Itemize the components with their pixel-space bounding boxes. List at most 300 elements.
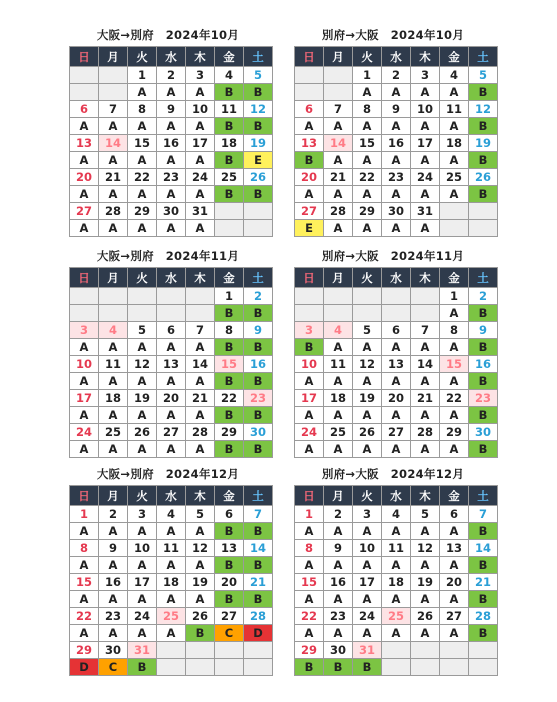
date-row xyxy=(70,356,273,373)
rank-cell: A xyxy=(295,186,324,203)
rank-cell: A xyxy=(186,220,215,237)
empty-cell xyxy=(244,659,273,676)
rank-cell: A xyxy=(99,373,128,390)
date-cell: 21 xyxy=(186,390,215,407)
rank-cell: B xyxy=(244,407,273,424)
rank-cell: A xyxy=(411,625,440,642)
rank-cell: A xyxy=(382,220,411,237)
rank-cell: B xyxy=(186,625,215,642)
empty-cell xyxy=(440,220,469,237)
rank-cell: A xyxy=(157,186,186,203)
rank-cell: B xyxy=(244,591,273,608)
rank-row xyxy=(295,118,498,135)
date-cell: 18 xyxy=(440,135,469,152)
rank-cell: D xyxy=(70,659,99,676)
date-cell: 27 xyxy=(440,608,469,625)
weekday-header: 金 xyxy=(440,47,469,67)
weekday-header: 月 xyxy=(99,268,128,288)
date-cell: 5 xyxy=(353,322,382,339)
rank-cell: B xyxy=(469,407,498,424)
date-cell: 17 xyxy=(353,574,382,591)
date-cell: 18 xyxy=(157,574,186,591)
calendar-title: 別府→大阪 2024年10月 xyxy=(321,28,465,42)
date-cell: 14 xyxy=(99,135,128,152)
rank-cell: A xyxy=(99,591,128,608)
date-cell: 11 xyxy=(215,101,244,118)
empty-cell xyxy=(295,305,324,322)
rank-cell: A xyxy=(99,220,128,237)
rank-row xyxy=(70,373,273,390)
date-cell: 25 xyxy=(440,169,469,186)
date-row xyxy=(295,67,498,84)
empty-cell xyxy=(440,659,469,676)
date-cell: 16 xyxy=(382,135,411,152)
empty-cell xyxy=(353,288,382,305)
date-cell: 18 xyxy=(324,390,353,407)
rank-cell: A xyxy=(382,339,411,356)
calendar-4 xyxy=(294,248,492,458)
rank-cell: A xyxy=(324,407,353,424)
date-cell: 31 xyxy=(186,203,215,220)
date-cell: 28 xyxy=(469,608,498,625)
date-cell: 12 xyxy=(128,356,157,373)
date-cell: 21 xyxy=(469,574,498,591)
rank-cell: A xyxy=(324,441,353,458)
date-cell: 12 xyxy=(244,101,273,118)
date-row xyxy=(70,169,273,186)
date-cell: 14 xyxy=(244,540,273,557)
date-row xyxy=(70,288,273,305)
rank-cell: A xyxy=(128,186,157,203)
rank-row xyxy=(70,625,273,642)
rank-row xyxy=(70,557,273,574)
weekday-header: 日 xyxy=(295,486,324,506)
empty-cell xyxy=(128,305,157,322)
date-cell: 22 xyxy=(70,608,99,625)
date-cell: 13 xyxy=(382,356,411,373)
rank-cell: B xyxy=(244,84,273,101)
rank-cell: A xyxy=(324,152,353,169)
empty-cell xyxy=(353,305,382,322)
empty-cell xyxy=(215,659,244,676)
rank-cell: A xyxy=(324,373,353,390)
rank-row xyxy=(295,523,498,540)
date-cell: 13 xyxy=(440,540,469,557)
date-cell: 3 xyxy=(186,67,215,84)
date-cell: 9 xyxy=(244,322,273,339)
rank-cell: A xyxy=(440,625,469,642)
date-cell: 28 xyxy=(411,424,440,441)
rank-cell: A xyxy=(295,625,324,642)
date-row xyxy=(295,608,498,625)
rank-cell: A xyxy=(440,118,469,135)
date-cell: 14 xyxy=(324,135,353,152)
weekday-header: 日 xyxy=(70,47,99,67)
date-cell: 15 xyxy=(295,574,324,591)
empty-cell xyxy=(295,288,324,305)
date-cell: 9 xyxy=(99,540,128,557)
rank-cell: A xyxy=(382,373,411,390)
rank-cell: A xyxy=(186,118,215,135)
date-cell: 1 xyxy=(295,506,324,523)
date-cell: 10 xyxy=(70,356,99,373)
date-cell: 17 xyxy=(70,390,99,407)
date-row xyxy=(70,322,273,339)
rank-cell: A xyxy=(411,339,440,356)
empty-cell xyxy=(382,288,411,305)
date-row xyxy=(295,506,498,523)
date-cell: 9 xyxy=(469,322,498,339)
date-row xyxy=(295,203,498,220)
date-row xyxy=(70,574,273,591)
date-cell: 8 xyxy=(215,322,244,339)
date-cell: 8 xyxy=(70,540,99,557)
date-cell: 10 xyxy=(353,540,382,557)
date-cell: 20 xyxy=(382,390,411,407)
date-cell: 24 xyxy=(411,169,440,186)
rank-cell: B xyxy=(469,523,498,540)
rank-cell: A xyxy=(411,84,440,101)
rank-row xyxy=(70,591,273,608)
rank-cell: B xyxy=(469,625,498,642)
date-cell: 2 xyxy=(469,288,498,305)
rank-row xyxy=(295,339,498,356)
date-row xyxy=(70,67,273,84)
rank-cell: A xyxy=(440,305,469,322)
rank-cell: A xyxy=(382,441,411,458)
date-cell: 1 xyxy=(440,288,469,305)
weekday-header: 月 xyxy=(324,268,353,288)
date-cell: 16 xyxy=(244,356,273,373)
date-row xyxy=(70,608,273,625)
date-cell: 27 xyxy=(157,424,186,441)
date-cell: 31 xyxy=(128,642,157,659)
weekday-header: 日 xyxy=(295,47,324,67)
date-cell: 7 xyxy=(99,101,128,118)
date-row xyxy=(295,540,498,557)
empty-cell xyxy=(215,642,244,659)
weekday-header: 水 xyxy=(157,268,186,288)
empty-cell xyxy=(186,288,215,305)
rank-cell: A xyxy=(440,186,469,203)
rank-cell: B xyxy=(469,591,498,608)
rank-cell: A xyxy=(70,591,99,608)
date-cell: 2 xyxy=(324,506,353,523)
rank-cell: B xyxy=(215,152,244,169)
date-cell: 23 xyxy=(157,169,186,186)
date-cell: 16 xyxy=(157,135,186,152)
rank-cell: B xyxy=(244,373,273,390)
rank-cell: A xyxy=(411,373,440,390)
rank-cell: A xyxy=(411,441,440,458)
date-cell: 25 xyxy=(215,169,244,186)
calendar-grid xyxy=(69,267,273,458)
rank-cell: A xyxy=(295,118,324,135)
date-cell: 29 xyxy=(295,642,324,659)
date-cell: 29 xyxy=(440,424,469,441)
date-cell: 15 xyxy=(215,356,244,373)
rank-row xyxy=(295,220,498,237)
empty-cell xyxy=(157,305,186,322)
date-cell: 20 xyxy=(70,169,99,186)
rank-cell: B xyxy=(295,339,324,356)
rank-cell: A xyxy=(157,625,186,642)
rank-cell: A xyxy=(157,523,186,540)
date-row xyxy=(295,101,498,118)
rank-cell: A xyxy=(186,591,215,608)
date-cell: 1 xyxy=(70,506,99,523)
empty-cell xyxy=(469,220,498,237)
rank-row xyxy=(295,441,498,458)
date-cell: 2 xyxy=(382,67,411,84)
rank-row xyxy=(295,84,498,101)
date-cell: 12 xyxy=(353,356,382,373)
weekday-header-row xyxy=(295,268,498,288)
rank-cell: A xyxy=(70,625,99,642)
rank-cell: A xyxy=(324,523,353,540)
date-cell: 30 xyxy=(382,203,411,220)
rank-cell: A xyxy=(128,407,157,424)
date-cell: 27 xyxy=(382,424,411,441)
date-cell: 11 xyxy=(324,356,353,373)
rank-cell: A xyxy=(353,407,382,424)
date-cell: 26 xyxy=(128,424,157,441)
date-row xyxy=(70,540,273,557)
rank-cell: A xyxy=(99,407,128,424)
rank-cell: A xyxy=(157,118,186,135)
weekday-header-row xyxy=(70,486,273,506)
rank-cell: A xyxy=(128,84,157,101)
rank-cell: A xyxy=(186,84,215,101)
rank-cell: A xyxy=(411,591,440,608)
rank-cell: B xyxy=(469,84,498,101)
date-cell: 17 xyxy=(411,135,440,152)
rank-cell: A xyxy=(99,186,128,203)
date-cell: 26 xyxy=(353,424,382,441)
date-cell: 17 xyxy=(128,574,157,591)
date-cell: 14 xyxy=(186,356,215,373)
calendar-title: 大阪→別府 2024年12月 xyxy=(96,467,240,481)
date-cell: 20 xyxy=(215,574,244,591)
date-cell: 26 xyxy=(411,608,440,625)
empty-cell xyxy=(99,305,128,322)
date-cell: 26 xyxy=(244,169,273,186)
weekday-header: 木 xyxy=(411,47,440,67)
weekday-header: 火 xyxy=(353,268,382,288)
date-cell: 4 xyxy=(324,322,353,339)
date-cell: 10 xyxy=(411,101,440,118)
rank-cell: A xyxy=(440,557,469,574)
calendar-1 xyxy=(69,27,267,237)
rank-cell: A xyxy=(353,186,382,203)
calendar-grid xyxy=(69,46,273,237)
rank-cell: B xyxy=(244,339,273,356)
weekday-header: 木 xyxy=(186,47,215,67)
empty-cell xyxy=(70,67,99,84)
date-cell: 22 xyxy=(295,608,324,625)
date-row xyxy=(70,424,273,441)
date-cell: 22 xyxy=(353,169,382,186)
rank-cell: A xyxy=(70,557,99,574)
empty-cell xyxy=(186,642,215,659)
date-cell: 3 xyxy=(411,67,440,84)
rank-cell: A xyxy=(382,591,411,608)
rank-cell: A xyxy=(440,407,469,424)
date-cell: 2 xyxy=(244,288,273,305)
empty-cell xyxy=(99,67,128,84)
date-cell: 2 xyxy=(157,67,186,84)
rank-cell: A xyxy=(186,373,215,390)
date-cell: 15 xyxy=(353,135,382,152)
rank-cell: A xyxy=(353,557,382,574)
weekday-header: 火 xyxy=(128,47,157,67)
rank-cell: A xyxy=(353,339,382,356)
rank-cell: A xyxy=(186,152,215,169)
date-cell: 17 xyxy=(295,390,324,407)
date-cell: 28 xyxy=(186,424,215,441)
rank-cell: A xyxy=(128,152,157,169)
rank-cell: A xyxy=(70,152,99,169)
rank-cell: A xyxy=(157,407,186,424)
weekday-header: 金 xyxy=(215,47,244,67)
date-cell: 7 xyxy=(411,322,440,339)
date-cell: 6 xyxy=(382,322,411,339)
date-cell: 10 xyxy=(295,356,324,373)
date-row xyxy=(70,135,273,152)
date-cell: 25 xyxy=(382,608,411,625)
empty-cell xyxy=(244,220,273,237)
date-cell: 3 xyxy=(295,322,324,339)
date-cell: 22 xyxy=(215,390,244,407)
rank-cell: A xyxy=(411,407,440,424)
date-cell: 6 xyxy=(157,322,186,339)
empty-cell xyxy=(128,288,157,305)
date-cell: 31 xyxy=(411,203,440,220)
date-cell: 11 xyxy=(157,540,186,557)
weekday-header: 土 xyxy=(469,268,498,288)
rank-cell: B xyxy=(215,373,244,390)
date-cell: 8 xyxy=(295,540,324,557)
date-cell: 28 xyxy=(99,203,128,220)
rank-row xyxy=(295,373,498,390)
empty-cell xyxy=(382,659,411,676)
date-cell: 9 xyxy=(324,540,353,557)
date-cell: 2 xyxy=(99,506,128,523)
rank-cell: A xyxy=(353,591,382,608)
date-cell: 5 xyxy=(244,67,273,84)
date-row xyxy=(295,135,498,152)
date-cell: 28 xyxy=(324,203,353,220)
weekday-header: 水 xyxy=(157,47,186,67)
weekday-header: 金 xyxy=(440,268,469,288)
rank-cell: A xyxy=(324,118,353,135)
rank-cell: A xyxy=(411,118,440,135)
rank-cell: B xyxy=(353,659,382,676)
rank-cell: B xyxy=(469,557,498,574)
date-cell: 30 xyxy=(469,424,498,441)
empty-cell xyxy=(411,288,440,305)
date-cell: 23 xyxy=(469,390,498,407)
empty-cell xyxy=(295,84,324,101)
date-cell: 10 xyxy=(186,101,215,118)
weekday-header: 月 xyxy=(324,486,353,506)
rank-cell: A xyxy=(99,152,128,169)
date-cell: 6 xyxy=(440,506,469,523)
date-cell: 1 xyxy=(215,288,244,305)
rank-cell: A xyxy=(411,523,440,540)
rank-row xyxy=(70,152,273,169)
rank-cell: A xyxy=(382,152,411,169)
date-cell: 15 xyxy=(128,135,157,152)
weekday-header: 土 xyxy=(469,486,498,506)
rank-cell: A xyxy=(128,373,157,390)
rank-cell: A xyxy=(440,441,469,458)
rank-cell: A xyxy=(353,373,382,390)
date-cell: 16 xyxy=(324,574,353,591)
weekday-header: 火 xyxy=(128,268,157,288)
rank-cell: A xyxy=(324,186,353,203)
rank-cell: A xyxy=(411,220,440,237)
date-cell: 29 xyxy=(353,203,382,220)
date-cell: 7 xyxy=(324,101,353,118)
weekday-header: 月 xyxy=(324,47,353,67)
calendar-grid xyxy=(69,485,273,676)
rank-cell: B xyxy=(295,659,324,676)
empty-cell xyxy=(244,203,273,220)
date-cell: 7 xyxy=(244,506,273,523)
date-cell: 30 xyxy=(157,203,186,220)
weekday-header: 火 xyxy=(128,486,157,506)
date-cell: 24 xyxy=(128,608,157,625)
weekday-header: 火 xyxy=(353,486,382,506)
calendar-3 xyxy=(69,248,267,458)
calendar-grid xyxy=(294,485,498,676)
date-cell: 25 xyxy=(99,424,128,441)
date-cell: 9 xyxy=(382,101,411,118)
date-cell: 22 xyxy=(128,169,157,186)
date-cell: 16 xyxy=(99,574,128,591)
rank-cell: B xyxy=(244,441,273,458)
rank-cell: A xyxy=(382,625,411,642)
calendar-grid xyxy=(294,46,498,237)
rank-cell: A xyxy=(99,523,128,540)
rank-cell: A xyxy=(186,557,215,574)
rank-cell: A xyxy=(324,591,353,608)
empty-cell xyxy=(157,659,186,676)
date-row xyxy=(70,203,273,220)
date-cell: 4 xyxy=(157,506,186,523)
date-cell: 5 xyxy=(411,506,440,523)
rank-cell: A xyxy=(157,373,186,390)
rank-row xyxy=(295,625,498,642)
rank-row xyxy=(70,407,273,424)
weekday-header: 土 xyxy=(469,47,498,67)
rank-cell: B xyxy=(469,373,498,390)
date-row xyxy=(70,506,273,523)
date-cell: 19 xyxy=(353,390,382,407)
weekday-header: 日 xyxy=(70,268,99,288)
empty-cell xyxy=(99,288,128,305)
rank-row xyxy=(295,305,498,322)
rank-cell: B xyxy=(469,118,498,135)
rank-cell: B xyxy=(469,152,498,169)
date-cell: 18 xyxy=(215,135,244,152)
rank-cell: A xyxy=(70,118,99,135)
rank-row xyxy=(70,523,273,540)
rank-cell: B xyxy=(215,186,244,203)
rank-row xyxy=(70,186,273,203)
date-cell: 5 xyxy=(469,67,498,84)
